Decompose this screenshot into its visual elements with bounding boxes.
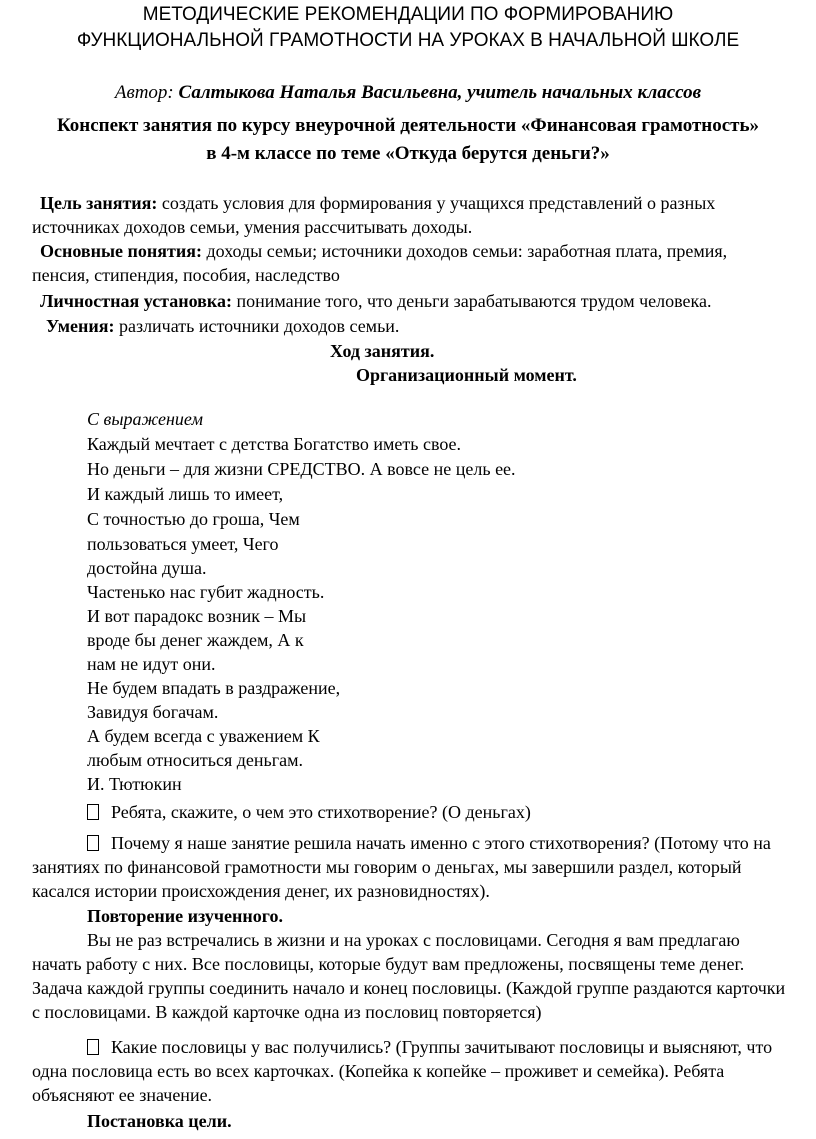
poem-line: Частенько нас губит жадность. (87, 582, 325, 602)
checkbox-bullet-icon (87, 835, 99, 851)
poem-line: А будем всегда с уважением К (87, 726, 320, 746)
skills-label: Умения: (46, 316, 115, 336)
concepts-line-2: пенсия, стипендия, пособия, наследство (32, 265, 340, 285)
question-1 (87, 801, 531, 823)
poem-author: И. Тютюкин (87, 774, 182, 794)
poem-line: И каждый лишь то имеет, (87, 484, 284, 504)
author-line (0, 82, 816, 104)
review-paragraph-line: Задача каждой группы соединить начало и конец пословицы. (Каждой группе раздаются карточки (32, 978, 786, 998)
poem-line: Но деньги – для жизни СРЕДСТВО. А вовсе не цель ее. (87, 459, 516, 479)
subtitle-line-1: Конспект занятия по курсу внеурочной деятельности «Финансовая грамотность» (56, 115, 760, 136)
poem-line: С точностью до гроша, Чем (87, 509, 300, 529)
question-2-line-2: занятиях по финансовой грамотности мы говорим о деньгах, мы завершили раздел, который (32, 857, 742, 877)
goal-text-1: создать условия для формирования у учащихся представлений о разных (161, 193, 716, 213)
poem-line: Каждый мечтает с детства Богатство иметь свое. (87, 434, 462, 454)
poem-line: пользоваться умеет, Чего (87, 534, 279, 554)
concepts-line-1 (40, 240, 727, 262)
org-moment-heading: Организационный момент. (356, 365, 577, 385)
question-1-text: Ребята, скажите, о чем это стихотворение? (О деньгах) (111, 802, 531, 822)
question-3-line-1 (87, 1036, 772, 1058)
goal-setting-heading: Постановка цели. (87, 1111, 232, 1131)
poem-line: вроде бы денег жаждем, А к (87, 630, 304, 650)
skills-line (46, 315, 399, 337)
review-paragraph-line: с пословицами. В каждой карточке одна из пословиц повторяется) (32, 1002, 542, 1022)
goal-line-1 (40, 192, 715, 214)
question-2-line-3: касался истории происхождения денег, их разновидностях). (32, 881, 490, 901)
attitude-text: понимание того, что деньги зарабатываются трудом человека. (236, 291, 712, 311)
poem-line: И вот парадокс возник – Мы (87, 606, 307, 626)
poem-line: достойна душа. (87, 558, 207, 578)
subtitle-line-2: в 4-м классе по теме «Откуда берутся деньги?» (206, 143, 610, 164)
doc-title-line-1: МЕТОДИЧЕСКИЕ РЕКОМЕНДАЦИИ ПО ФОРМИРОВАНИЮ (142, 4, 674, 25)
poem-line: Не будем впадать в раздражение, (87, 678, 341, 698)
doc-title-line-2: ФУНКЦИОНАЛЬНОЙ ГРАМОТНОСТИ НА УРОКАХ В НАЧАЛЬНОЙ ШКОЛЕ (76, 30, 740, 51)
question-3-text-1: Какие пословицы у вас получились? (Группы зачитывают пословицы и выясняют, что (111, 1037, 773, 1057)
checkbox-bullet-icon (87, 1039, 99, 1055)
question-2-text-1: Почему я наше занятие решила начать именно с этого стихотворения? (Потому что на (111, 833, 771, 853)
question-2-line-1 (87, 832, 771, 854)
goal-line-2: источниках доходов семьи, умения рассчитывать доходы. (32, 217, 473, 237)
poem-line: нам не идут они. (87, 654, 216, 674)
poem-line: Завидуя богачам. (87, 702, 219, 722)
question-3-line-3: объясняют ее значение. (32, 1085, 213, 1105)
poem-line: любым относиться деньгам. (87, 750, 303, 770)
goal-label: Цель занятия: (40, 193, 158, 213)
author-name: Салтыкова Наталья Васильевна, учитель начальных классов (178, 82, 702, 103)
concepts-label: Основные понятия: (40, 241, 202, 261)
review-paragraph-line: Вы не раз встречались в жизни и на уроках с пословицами. Сегодня я вам предлагаю (87, 930, 740, 950)
question-3-line-2: одна пословица есть во всех карточках. (Копейка к копейке – проживет и семейка). Ребята (32, 1061, 725, 1081)
review-heading: Повторение изученного. (87, 906, 283, 926)
checkbox-bullet-icon (87, 804, 99, 820)
attitude-label: Личностная установка: (40, 291, 232, 311)
review-paragraph-line: начать работу с них. Все пословицы, которые будут вам предложены, посвящены теме денег. (32, 954, 745, 974)
author-label: Автор: (114, 82, 174, 103)
attitude-line (40, 290, 711, 312)
lesson-heading: Ход занятия. (330, 341, 435, 361)
concepts-text-1: доходы семьи; источники доходов семьи: заработная плата, премия, (206, 241, 728, 261)
skills-text: различать источники доходов семьи. (118, 316, 400, 336)
poem-lead: С выражением (87, 409, 203, 429)
